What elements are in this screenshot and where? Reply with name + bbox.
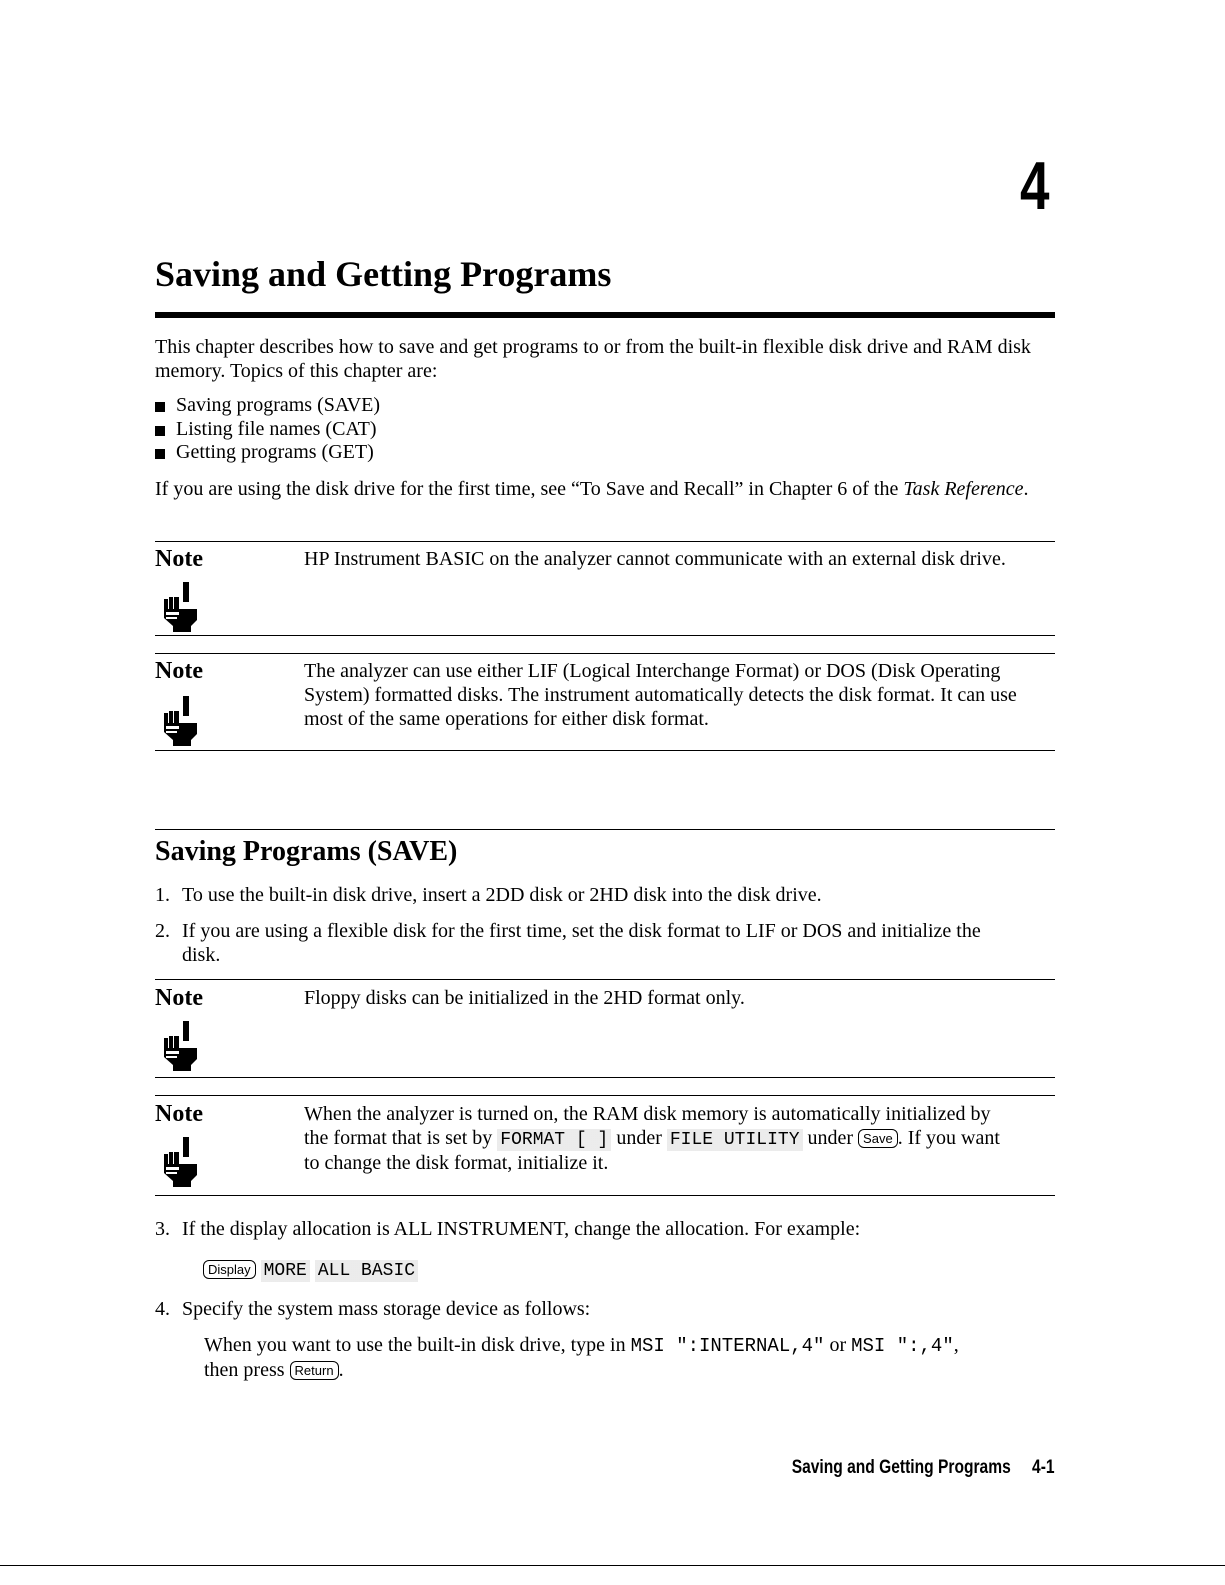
bullet-square-icon — [155, 402, 165, 412]
note-text: HP Instrument BASIC on the analyzer cannot communicate with an external disk drive. — [304, 548, 1006, 570]
topic-list — [155, 394, 855, 465]
save-hardkey: Save — [858, 1129, 898, 1148]
note-rule-top — [155, 541, 1055, 542]
note-label: Note — [155, 1101, 203, 1127]
step-text: Specify the system mass storage device as follows: — [182, 1298, 591, 1320]
step-text: If the display allocation is ALL INSTRUMENT, change the allocation. For example: — [182, 1218, 861, 1240]
note-rule-top — [155, 979, 1055, 980]
step-number: 3. — [155, 1218, 170, 1240]
note-rule-top — [155, 653, 1055, 654]
note-label: Note — [155, 985, 203, 1011]
intro-paragraph: This chapter describes how to save and get programs to or from the built-in flexible disk drive and RAM disk memory. Topics of this chapter are: — [155, 336, 1031, 382]
first-time-paragraph: If you are using the disk drive for the first time, see “To Save and Recall” in Chapter 6 of the Task Reference. — [155, 478, 1029, 500]
bullet-square-icon — [155, 449, 165, 459]
step-text: To use the built-in disk drive, insert a 2DD disk or 2HD disk into the disk drive. — [182, 884, 822, 906]
note-text: When the analyzer is turned on, the RAM disk memory is automatically initialized by the format that is set by FORMAT [ ] under FILE UTILITY under Save . If you want to change the disk format, initialize it. — [304, 1103, 1000, 1174]
step-2 — [155, 919, 1005, 967]
pointing-hand-icon — [163, 1021, 199, 1071]
section-rule — [155, 829, 1055, 830]
chapter-title: Saving and Getting Programs — [155, 254, 612, 294]
msi-internal-command: MSI ":INTERNAL,4" — [630, 1335, 825, 1357]
section-title: Saving Programs (SAVE) — [155, 836, 458, 867]
note-rule-bottom — [155, 1195, 1055, 1196]
note-rule-bottom — [155, 635, 1055, 636]
note-text: The analyzer can use either LIF (Logical Interchange Format) or DOS (Disk Operating System) formatted disks. The instrument automatically detects the disk format. It can use most of the same operations for either disk format. — [304, 660, 1017, 730]
step-number: 2. — [155, 920, 170, 942]
more-softkey: MORE — [261, 1260, 310, 1282]
footer-title: Saving and Getting Programs — [792, 1457, 1012, 1478]
list-item: Getting programs (GET) — [155, 441, 855, 465]
task-reference-title: Task Reference — [903, 478, 1024, 500]
format-softkey: FORMAT [ ] — [497, 1129, 611, 1151]
step-number: 1. — [155, 884, 170, 906]
bullet-square-icon — [155, 426, 165, 436]
step-3 — [155, 1217, 1055, 1241]
pointing-hand-icon — [163, 1137, 199, 1187]
page-footer — [792, 1458, 1055, 1477]
msi-short-command: MSI ":,4" — [851, 1335, 954, 1357]
list-item: Saving programs (SAVE) — [155, 394, 855, 418]
step-1 — [155, 883, 1055, 907]
note-label: Note — [155, 658, 203, 684]
step-number: 4. — [155, 1298, 170, 1320]
display-hardkey: Display — [203, 1260, 256, 1279]
page-number: 4-1 — [1032, 1457, 1055, 1478]
all-basic-softkey: ALL BASIC — [315, 1260, 418, 1282]
file-utility-softkey: FILE UTILITY — [667, 1129, 803, 1151]
title-rule — [155, 312, 1055, 318]
note-label: Note — [155, 546, 203, 572]
pointing-hand-icon — [163, 582, 199, 632]
note-text: Floppy disks can be initialized in the 2HD format only. — [304, 987, 745, 1009]
bottom-rule — [0, 1565, 1225, 1566]
step-text: If you are using a flexible disk for the first time, set the disk format to LIF or DOS and initialize the disk. — [182, 920, 981, 966]
note-rule-bottom — [155, 750, 1055, 751]
step-4-detail: When you want to use the built-in disk drive, type in MSI ":INTERNAL,4" or MSI ":,4", then press Return . — [204, 1334, 959, 1381]
step-3-key-sequence — [203, 1257, 418, 1282]
note-rule-top — [155, 1095, 1055, 1096]
list-item: Listing file names (CAT) — [155, 418, 855, 442]
note-rule-bottom — [155, 1077, 1055, 1078]
pointing-hand-icon — [163, 696, 199, 746]
step-4 — [155, 1297, 1055, 1321]
return-hardkey: Return — [290, 1361, 339, 1380]
chapter-number: 4 — [1020, 148, 1050, 224]
